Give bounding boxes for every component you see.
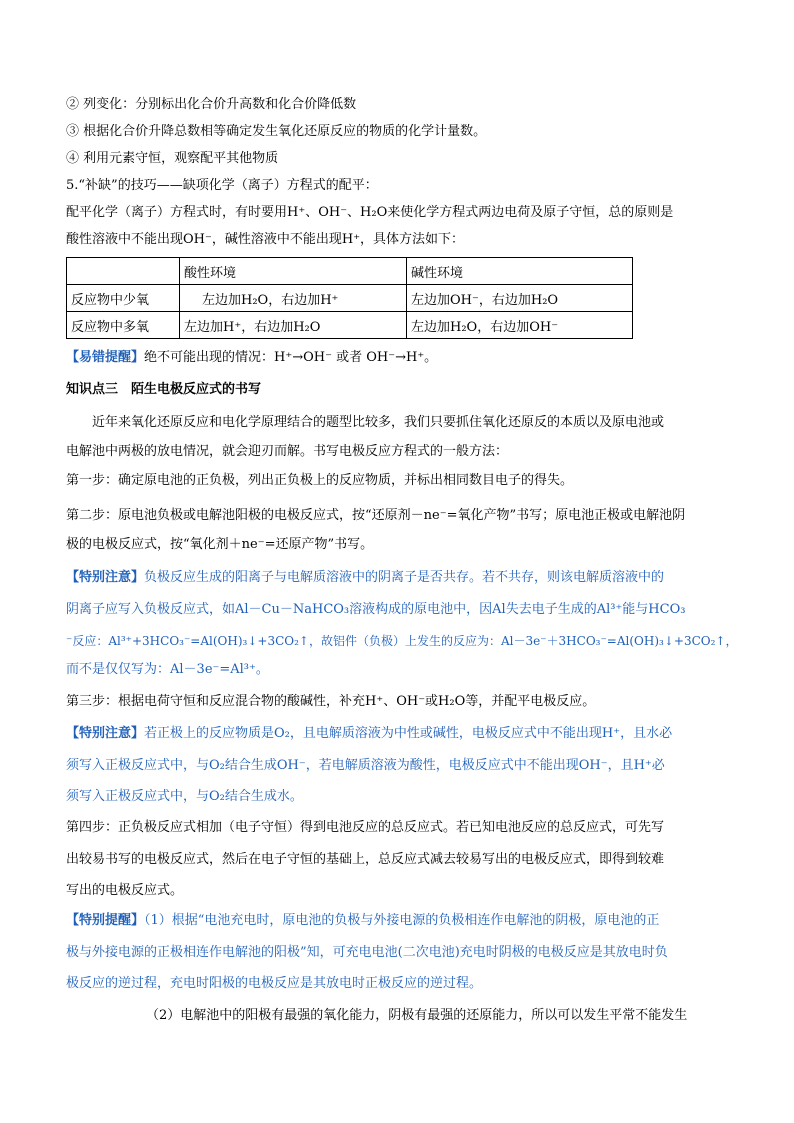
paragraph-line: 近年来氧化还原反应和电化学原理结合的题型比较多，我们只要抓住氧化还原反的本质以及原电池或 — [92, 415, 665, 430]
special-reminder — [66, 912, 736, 930]
reminder-text: 极与外接电源的正极相连作电解池的阳极”知，可充电电池(二次电池)充电时阴极的电极反应是其放电时负 — [66, 945, 668, 960]
warning-note — [66, 349, 736, 367]
note-text: 须写入正极反应式中，与O₂结合生成OH⁻，若电解质溶液为酸性，电极反应式中不能出现OH⁻，且H⁺必 — [66, 758, 665, 773]
special-note — [66, 569, 736, 587]
table-cell: 左边加H⁺，右边加H₂O — [180, 312, 407, 339]
warning-tag: 【易错提醒】 — [66, 350, 145, 365]
step-one: 第一步：确定原电池的正负极，列出正负极上的反应物质，并标出相同数目电子的得失。 — [66, 473, 574, 488]
note-tag: 【特别注意】 — [66, 726, 145, 741]
reminder-text: （1）根据“电池充电时，原电池的负极与外接电源的负极相连作电解池的阴极，原电池的正 — [144, 913, 660, 928]
reminder-text: 极反应的逆过程，充电时阳极的电极反应是其放电时正极反应的逆过程。 — [66, 976, 483, 991]
note-text: 须写入正极反应式中，与O₂结合生成水。 — [66, 789, 303, 804]
table-row — [67, 285, 633, 312]
step-list-item: ② 列变化：分别标出化合价升高数和化合价降低数 — [66, 97, 357, 112]
step-list-item: ③ 根据化合价升降总数相等确定发生氧化还原反应的物质的化学计量数。 — [66, 124, 487, 139]
special-note — [66, 725, 736, 743]
paragraph-line: （2）电解池中的阳极有最强的氧化能力，阴极有最强的还原能力，所以可以发生平常不能发生 — [146, 1008, 688, 1023]
table-cell: 左边加H₂O，右边加H⁺ — [180, 285, 407, 312]
table-cell: 左边加H₂O，右边加OH⁻ — [407, 312, 633, 339]
step-four-cont: 出较易书写的电极反应式，然后在电子守恒的基础上，总反应式减去较易写出的电极反应式，即得到较难 — [66, 852, 665, 867]
step-two-cont: 极的电极反应式，按“氧化剂＋ne⁻=还原产物”书写。 — [66, 537, 374, 552]
paragraph-line: 电解池中两极的放电情况，就会迎刃而解。书写电极反应方程式的一般方法： — [66, 444, 509, 459]
table-header-cell — [67, 258, 180, 285]
table-header-cell: 碱性环境 — [407, 258, 633, 285]
table-header-row — [67, 258, 633, 285]
note-text: ⁻反应：Al³⁺+3HCO₃⁻=Al(OH)₃↓+3CO₂↑，故铝件（负极）上发生的反应为：Al－3e⁻＋3HCO₃⁻=Al(OH)₃↓+3CO₂↑， — [66, 634, 738, 648]
step-three: 第三步：根据电荷守恒和反应混合物的酸碱性，补充H⁺、OH⁻或H₂O等，并配平电极反应。 — [66, 694, 596, 709]
note-text: 而不是仅仅写为：Al－3e⁻=Al³⁺。 — [66, 662, 269, 677]
note-tag: 【特别注意】 — [66, 570, 145, 585]
note-text: 负极反应生成的阳离子与电解质溶液中的阴离子是否共存。若不共存，则该电解质溶液中的 — [144, 570, 665, 585]
section-title: 知识点三 陌生电极反应式的书写 — [66, 382, 262, 397]
note-text: 若正极上的反应物质是O₂，且电解质溶液为中性或碱性，电极反应式中不能出现H⁺，且水必 — [144, 726, 673, 741]
table-cell: 反应物中多氧 — [67, 312, 180, 339]
warning-text: 绝不可能出现的情况：H⁺→OH⁻ 或者 OH⁻→H⁺。 — [144, 350, 438, 365]
step-two: 第二步：原电池负极或电解池阳极的电极反应式，按“还原剂－ne⁻=氧化产物”书写；原电池正极或电解池阴 — [66, 508, 686, 523]
table-header-cell: 酸性环境 — [180, 258, 407, 285]
step-list-item: ④ 利用元素守恒，观察配平其他物质 — [66, 151, 279, 166]
table-cell: 左边加OH⁻，右边加H₂O — [407, 285, 633, 312]
reminder-tag: 【特别提醒】 — [66, 913, 145, 928]
note-text: 阴离子应写入负极反应式，如Al－Cu－NaHCO₃溶液构成的原电池中，因Al失去电子生成的Al³⁺能与HCO₃ — [66, 602, 686, 617]
table-row — [67, 312, 633, 339]
step-four-cont: 写出的电极反应式。 — [66, 883, 184, 898]
paragraph-line: 酸性溶液中不能出现OH⁻，碱性溶液中不能出现H⁺，具体方法如下： — [66, 232, 465, 247]
step-four: 第四步：正负极反应式相加（电子守恒）得到电池反应的总反应式。若已知电池反应的总反应式，可先写 — [66, 820, 665, 835]
paragraph-line: 配平化学（离子）方程式时，有时要用H⁺、OH⁻、H₂O来使化学方程式两边电荷及原子守恒，总的原则是 — [66, 205, 674, 220]
subheading: 5.“补缺”的技巧——缺项化学（离子）方程式的配平： — [66, 178, 378, 193]
balancing-method-table — [66, 257, 633, 339]
table-cell: 反应物中少氧 — [67, 285, 180, 312]
